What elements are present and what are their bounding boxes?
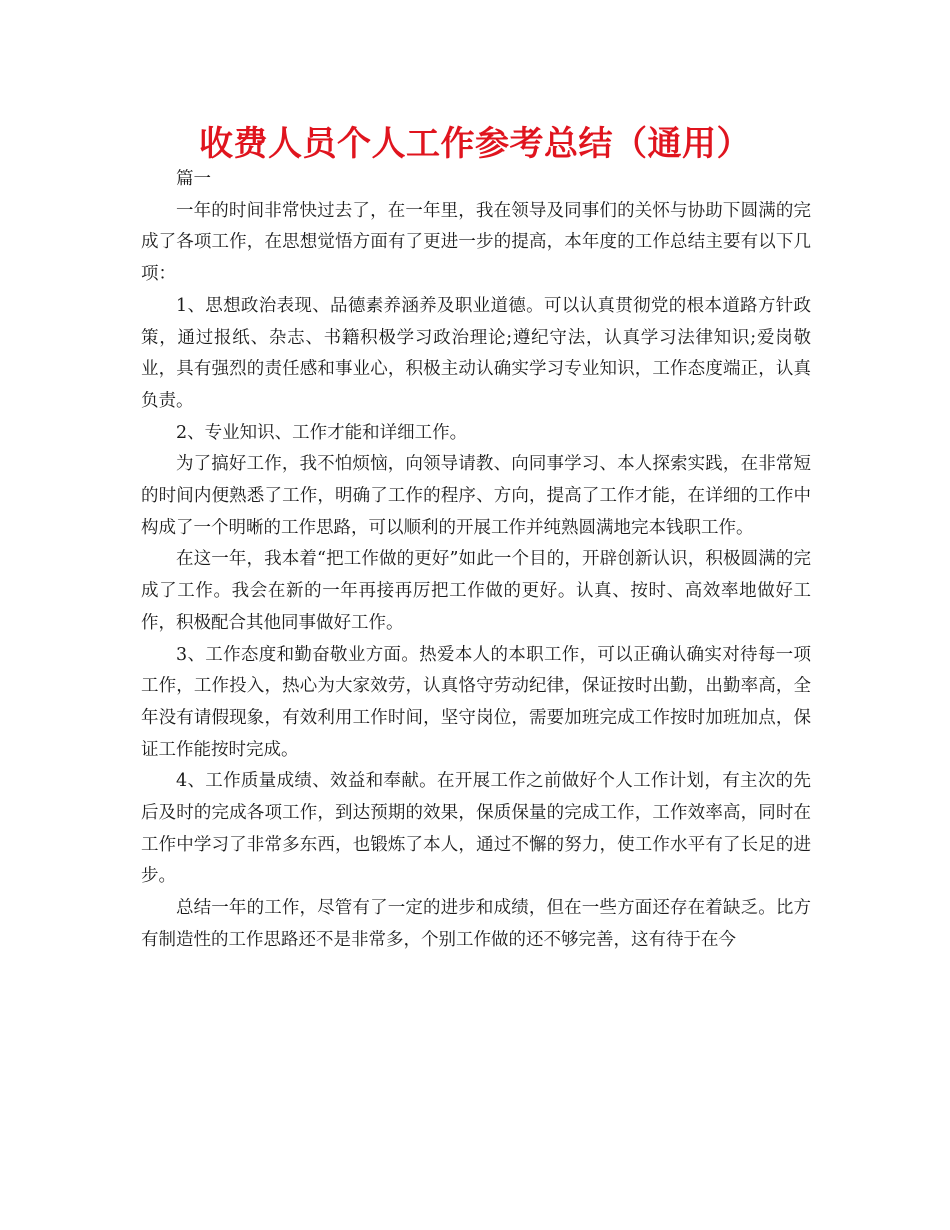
paragraph-item-2-heading: 2、专业知识、工作才能和详细工作。	[176, 422, 468, 443]
paragraph-item-2-body: 为了搞好工作，我不怕烦恼，向领导请教、向同事学习、本人探索实践，在非常短的时间内便熟悉了工作，明确了工作的程序、方向，提高了工作才能，在详细的工作中构成了一个明晰的工作思路，可以顺利的开展工作并纯熟圆满地完本钱职工作。	[141, 454, 811, 538]
document-title: 收费人员个人工作参考总结（通用）	[199, 124, 751, 164]
paragraph-section-label: 篇一	[176, 169, 211, 189]
paragraph-item-2-goal: 在这一年，我本着“把工作做的更好”如此一个目的，开辟创新认识，积极圆满的完成了工作。我会在新的一年再接再厉把工作做的更好。认真、按时、高效率地做好工作，积极配合其他同事做好工作。	[141, 549, 811, 633]
paragraph-item-1: 1、思想政治表现、品德素养涵养及职业道德。可以认真贯彻党的根本道路方针政策，通过报纸、杂志、书籍积极学习政治理论;遵纪守法，认真学习法律知识;爱岗敬业，具有强烈的责任感和事业心，积极主动认确实学习专业知识，工作态度端正，认真负责。	[141, 295, 811, 411]
document-body	[141, 164, 811, 957]
paragraph-summary: 总结一年的工作，尽管有了一定的进步和成绩，但在一些方面还存在着缺乏。比方有制造性的工作思路还不是非常多，个别工作做的还不够完善，这有待于在今	[141, 898, 811, 950]
paragraph-item-3: 3、工作态度和勤奋敬业方面。热爱本人的本职工作，可以正确认确实对待每一项工作，工作投入，热心为大家效劳，认真恪守劳动纪律，保证按时出勤，出勤率高，全年没有请假现象，有效利用工作时间，坚守岗位，需要加班完成工作按时加班加点，保证工作能按时完成。	[141, 644, 811, 760]
paragraph-item-4: 4、工作质量成绩、效益和奉献。在开展工作之前做好个人工作计划，有主次的先后及时的完成各项工作，到达预期的效果，保质保量的完成工作，工作效率高，同时在工作中学习了非常多东西，也锻炼了本人，通过不懈的努力，使工作水平有了长足的进步。	[141, 771, 811, 887]
paragraph-intro: 一年的时间非常快过去了，在一年里，我在领导及同事们的关怀与协助下圆满的完成了各项工作，在思想觉悟方面有了更进一步的提高，本年度的工作总结主要有以下几项：	[141, 200, 811, 285]
